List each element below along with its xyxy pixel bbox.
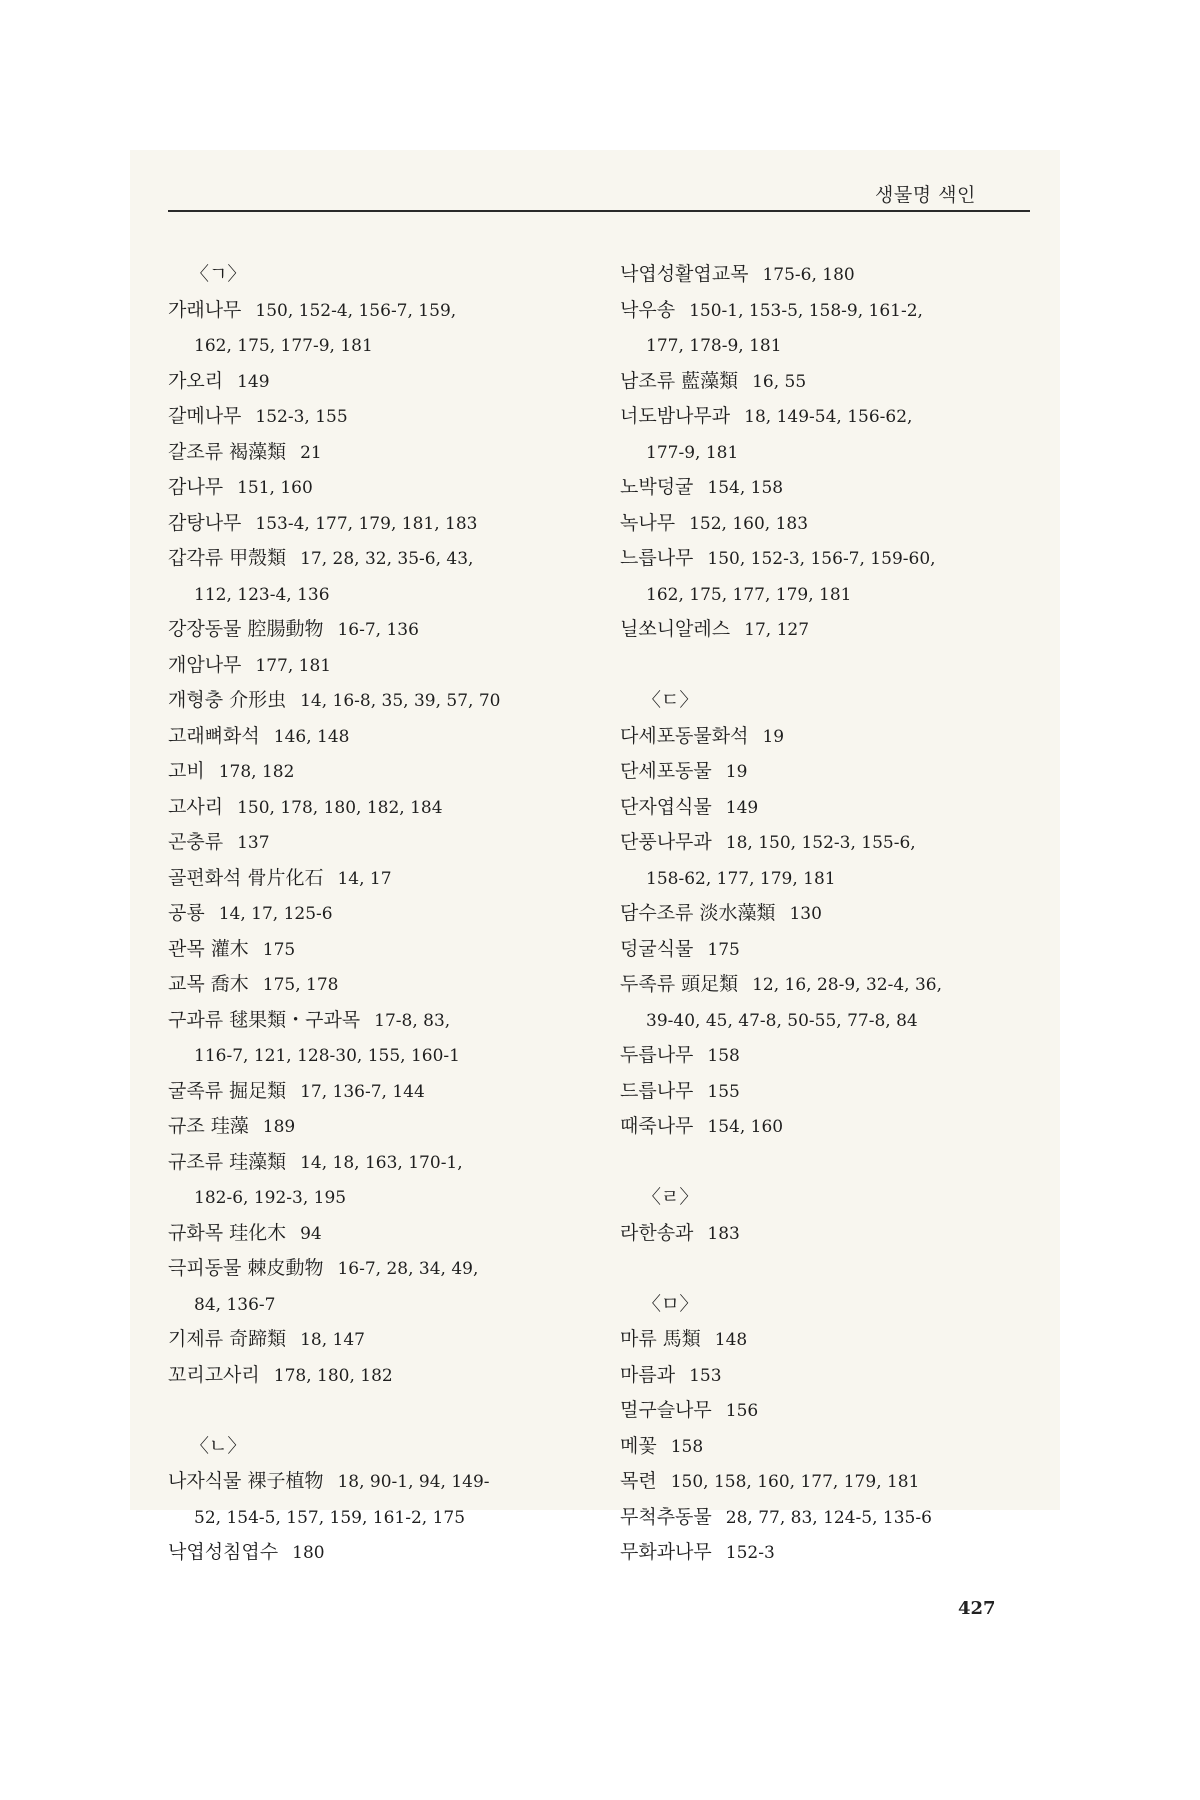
index-term: 단풍나무과 xyxy=(620,831,712,853)
index-entry xyxy=(168,795,443,820)
index-entry xyxy=(168,830,270,855)
index-term: 무척추동물 xyxy=(620,1505,712,1528)
index-entry xyxy=(620,1363,722,1388)
index-pages: 156 xyxy=(725,1401,759,1421)
index-term: 마류 馬類 xyxy=(620,1328,701,1350)
index-entry-continuation xyxy=(194,1043,460,1068)
index-term: 갑각류 甲殼類 xyxy=(168,547,287,569)
index-term: 강장동물 腔腸動物 xyxy=(168,618,324,640)
index-pages: 14, 16-8, 35, 39, 57, 70 xyxy=(300,691,501,711)
index-term: 나자식물 裸子植物 xyxy=(168,1470,324,1492)
index-term: 때죽나무 xyxy=(620,1115,694,1137)
index-term: 덩굴식물 xyxy=(620,937,694,960)
index-term: 고사리 xyxy=(168,795,224,818)
index-term: 라한송과 xyxy=(620,1221,694,1244)
index-entry xyxy=(620,546,936,571)
index-entry xyxy=(620,1221,740,1246)
index-term: 단세포동물 xyxy=(620,760,712,782)
index-entry xyxy=(168,511,477,536)
index-term: 감탕나무 xyxy=(168,511,242,534)
index-term: 드릅나무 xyxy=(620,1079,694,1102)
index-term: 〈ㅁ〉 xyxy=(642,1292,699,1315)
index-pages: 18, 149-54, 156-62, xyxy=(744,407,913,427)
index-term: 교목 喬木 xyxy=(168,973,249,995)
index-pages: 153-4, 177, 179, 181, 183 xyxy=(255,513,478,534)
index-pages: 180 xyxy=(292,1543,325,1563)
index-entry xyxy=(168,440,322,465)
index-term: 멀구슬나무 xyxy=(620,1399,712,1421)
index-entry-continuation xyxy=(194,1185,346,1210)
index-term: 다세포동물화석 xyxy=(620,724,749,747)
index-term: 무화과나무 xyxy=(620,1541,712,1563)
index-pages: 116-7, 121, 128-30, 155, 160-1 xyxy=(194,1046,460,1066)
index-term: 곤충류 xyxy=(168,831,224,853)
index-pages: 152-3, 155 xyxy=(255,407,348,427)
index-entry xyxy=(620,1434,703,1459)
index-entry-continuation xyxy=(646,440,738,465)
index-pages: 158 xyxy=(670,1436,704,1457)
index-entry xyxy=(620,1114,783,1139)
index-entry xyxy=(620,830,916,855)
index-pages: 150, 178, 180, 182, 184 xyxy=(237,797,443,818)
index-pages: 150, 152-3, 156-7, 159-60, xyxy=(707,549,936,569)
index-pages: 19 xyxy=(725,762,748,782)
index-entry xyxy=(168,298,456,323)
index-term: 관목 灌木 xyxy=(168,937,249,960)
index-entry-continuation xyxy=(194,582,330,607)
index-term: 목련 xyxy=(620,1470,657,1492)
index-pages: 149 xyxy=(237,371,270,392)
index-term: 공룡 xyxy=(168,902,205,924)
index-entry xyxy=(620,1079,740,1104)
index-term: 가래나무 xyxy=(168,298,242,321)
index-entry xyxy=(620,298,923,323)
index-term: 규조류 珪藻類 xyxy=(168,1150,287,1173)
index-pages: 17-8, 83, xyxy=(374,1010,451,1031)
index-entry xyxy=(620,724,784,749)
index-entry xyxy=(168,759,294,784)
index-term: 개형충 介形虫 xyxy=(168,689,287,711)
index-entry xyxy=(620,1540,775,1565)
index-term: 느릅나무 xyxy=(620,547,694,569)
index-term: 두릅나무 xyxy=(620,1044,694,1066)
index-term: 구과류 毬果類・구과목 xyxy=(168,1008,361,1031)
index-term: 닐쏘니알레스 xyxy=(620,618,731,640)
index-term: 〈ㄴ〉 xyxy=(190,1434,247,1457)
index-entry xyxy=(168,1540,325,1565)
index-term: 메꽃 xyxy=(620,1434,657,1457)
index-term: 가오리 xyxy=(168,369,224,392)
index-entry xyxy=(190,1434,246,1458)
index-pages: 17, 28, 32, 35-6, 43, xyxy=(300,549,474,569)
index-entry xyxy=(168,724,349,749)
index-entry xyxy=(620,369,806,394)
index-entry xyxy=(168,1363,393,1388)
index-entry xyxy=(168,475,313,500)
index-pages: 153 xyxy=(689,1365,722,1386)
index-pages: 19 xyxy=(762,726,785,747)
index-entry-continuation xyxy=(646,1008,918,1033)
index-entry xyxy=(642,1292,698,1316)
index-entry xyxy=(620,1043,740,1068)
index-entry xyxy=(620,1469,919,1494)
index-pages: 158-62, 177, 179, 181 xyxy=(646,868,836,889)
index-pages: 151, 160 xyxy=(237,478,313,498)
index-entry xyxy=(168,1008,450,1033)
index-pages: 177, 178-9, 181 xyxy=(646,336,782,356)
index-pages: 175-6, 180 xyxy=(762,265,855,285)
index-pages: 150, 158, 160, 177, 179, 181 xyxy=(670,1472,920,1492)
index-entry xyxy=(620,1505,932,1530)
index-entry-continuation xyxy=(194,1292,275,1317)
index-pages: 175, 178 xyxy=(262,975,339,995)
index-entry-continuation xyxy=(194,1505,465,1530)
index-term: 꼬리고사리 xyxy=(168,1363,260,1386)
index-entry xyxy=(168,653,331,678)
index-pages: 39-40, 45, 47-8, 50-55, 77-8, 84 xyxy=(646,1010,918,1031)
index-pages: 14, 17, 125-6 xyxy=(218,904,333,924)
index-pages: 17, 136-7, 144 xyxy=(300,1081,425,1102)
index-term: 갈조류 褐藻類 xyxy=(168,440,287,463)
index-entry xyxy=(620,937,740,962)
header-rule xyxy=(168,210,1030,212)
index-entry xyxy=(168,688,501,713)
index-entry xyxy=(620,1398,758,1423)
index-term: 담수조류 淡水藻類 xyxy=(620,902,776,924)
index-pages: 18, 150, 152-3, 155-6, xyxy=(725,833,916,853)
index-pages: 84, 136-7 xyxy=(194,1294,276,1315)
index-pages: 21 xyxy=(300,442,322,463)
index-entry xyxy=(168,1221,322,1246)
index-term: 너도밤나무과 xyxy=(620,405,731,427)
index-pages: 154, 158 xyxy=(707,478,784,498)
index-entry xyxy=(620,795,758,820)
index-pages: 175 xyxy=(262,939,296,960)
index-pages: 14, 17 xyxy=(337,868,392,889)
index-pages: 16-7, 136 xyxy=(337,620,419,640)
index-entry xyxy=(168,1327,365,1352)
index-term: 〈ㄱ〉 xyxy=(190,263,247,285)
index-pages: 177-9, 181 xyxy=(646,442,739,463)
index-term: 노박덩굴 xyxy=(620,476,694,498)
index-entry xyxy=(190,262,246,286)
index-entry xyxy=(168,546,473,571)
index-pages: 152, 160, 183 xyxy=(689,513,809,534)
index-entry xyxy=(620,475,783,500)
index-term: 기제류 奇蹄類 xyxy=(168,1328,287,1350)
index-term: 개암나무 xyxy=(168,653,242,676)
page-number: 427 xyxy=(958,1598,996,1619)
index-entry xyxy=(168,617,419,642)
index-pages: 149 xyxy=(725,797,759,818)
index-pages: 16-7, 28, 34, 49, xyxy=(337,1259,479,1279)
index-term: 두족류 頭足類 xyxy=(620,973,739,995)
index-pages: 14, 18, 163, 170-1, xyxy=(300,1152,463,1173)
index-pages: 152-3 xyxy=(725,1543,775,1563)
index-entry xyxy=(620,511,808,536)
index-pages: 52, 154-5, 157, 159, 161-2, 175 xyxy=(194,1507,466,1528)
index-entry xyxy=(168,937,295,962)
index-term: 고래뼈화석 xyxy=(168,724,260,747)
index-pages: 178, 180, 182 xyxy=(273,1365,393,1386)
index-term: 극피동물 棘皮動物 xyxy=(168,1257,324,1279)
index-pages: 178, 182 xyxy=(218,762,295,782)
index-entry-continuation xyxy=(646,333,782,358)
index-term: 갈메나무 xyxy=(168,405,242,427)
index-pages: 183 xyxy=(707,1223,740,1244)
index-entry xyxy=(620,901,822,926)
index-term: 규화목 珪化木 xyxy=(168,1221,287,1244)
index-entry-continuation xyxy=(194,333,373,358)
index-pages: 12, 16, 28-9, 32-4, 36, xyxy=(752,975,943,995)
index-pages: 18, 147 xyxy=(300,1330,365,1350)
index-entry-continuation xyxy=(646,866,836,891)
index-pages: 130 xyxy=(789,904,822,924)
index-term: 단자엽식물 xyxy=(620,795,712,818)
index-entry xyxy=(620,1327,747,1352)
index-entry xyxy=(168,866,392,891)
index-entry xyxy=(168,404,348,429)
index-term: 감나무 xyxy=(168,476,224,498)
index-pages: 177, 181 xyxy=(255,655,332,676)
index-entry xyxy=(620,972,942,997)
index-entry xyxy=(642,1185,698,1209)
index-entry xyxy=(168,972,338,997)
index-pages: 154, 160 xyxy=(707,1117,784,1137)
index-pages: 189 xyxy=(262,1117,296,1137)
index-term: 남조류 藍藻類 xyxy=(620,369,739,392)
index-entry xyxy=(168,1256,478,1281)
index-pages: 175 xyxy=(707,939,740,960)
index-term: 마름과 xyxy=(620,1363,676,1386)
index-pages: 137 xyxy=(237,833,270,853)
index-pages: 182-6, 192-3, 195 xyxy=(194,1188,347,1208)
index-entry xyxy=(168,1114,295,1139)
index-pages: 17, 127 xyxy=(744,620,810,640)
index-pages: 150-1, 153-5, 158-9, 161-2, xyxy=(689,300,923,321)
index-pages: 94 xyxy=(300,1223,322,1244)
index-pages: 112, 123-4, 136 xyxy=(194,584,330,605)
index-entry xyxy=(620,617,809,642)
index-term: 굴족류 掘足類 xyxy=(168,1079,287,1102)
index-term: 녹나무 xyxy=(620,511,676,534)
index-pages: 162, 175, 177-9, 181 xyxy=(194,336,373,356)
index-entry xyxy=(620,262,855,287)
index-term: 낙우송 xyxy=(620,298,676,321)
index-term: 〈ㄹ〉 xyxy=(642,1186,699,1208)
index-entry xyxy=(642,688,698,712)
index-pages: 28, 77, 83, 124-5, 135-6 xyxy=(725,1507,932,1528)
index-term: 고비 xyxy=(168,760,205,782)
index-pages: 155 xyxy=(707,1081,740,1102)
index-entry xyxy=(168,369,270,394)
index-entry xyxy=(168,901,333,926)
index-pages: 158 xyxy=(707,1046,740,1066)
index-term: 규조 珪藻 xyxy=(168,1115,249,1137)
index-entry xyxy=(620,759,747,784)
index-pages: 146, 148 xyxy=(273,726,350,747)
running-header: 생물명 색인 xyxy=(875,184,976,206)
index-pages: 16, 55 xyxy=(752,371,807,392)
index-term: 〈ㄷ〉 xyxy=(642,689,699,711)
index-pages: 162, 175, 177, 179, 181 xyxy=(646,584,852,605)
index-pages: 148 xyxy=(714,1330,748,1350)
index-term: 골편화석 骨片化石 xyxy=(168,866,324,889)
index-pages: 18, 90-1, 94, 149- xyxy=(337,1472,490,1492)
index-entry xyxy=(620,404,912,429)
index-term: 낙엽성침엽수 xyxy=(168,1541,279,1563)
index-entry xyxy=(168,1150,463,1175)
index-entry xyxy=(168,1469,490,1494)
index-term: 낙엽성활엽교목 xyxy=(620,263,749,285)
index-entry-continuation xyxy=(646,582,851,607)
index-pages: 150, 152-4, 156-7, 159, xyxy=(255,300,457,321)
index-entry xyxy=(168,1079,425,1104)
